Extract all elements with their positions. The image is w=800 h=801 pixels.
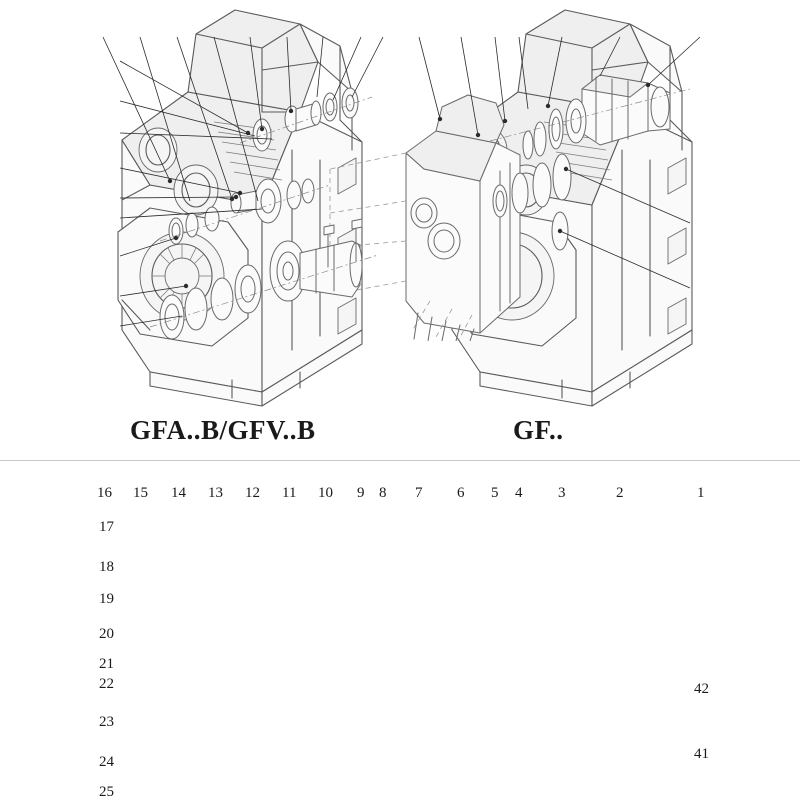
callout-number-42: 42 (694, 681, 709, 697)
callout-number-18: 18 (99, 559, 114, 575)
callout-number-6: 6 (457, 485, 465, 501)
caption-gfab-gfvb: GFA..B/GFV..B (130, 415, 316, 445)
callout-number-3: 3 (558, 485, 566, 501)
callout-number-15: 15 (133, 485, 148, 501)
motor-adapter-part (566, 75, 670, 145)
callout-number-21: 21 (99, 656, 114, 672)
callout-number-7: 7 (415, 485, 423, 501)
callout-number-8: 8 (379, 485, 387, 501)
callout-number-23: 23 (99, 714, 114, 730)
exploded-view-section (0, 460, 800, 801)
callout-number-13: 13 (208, 485, 223, 501)
callout-number-22: 22 (99, 676, 114, 692)
callout-number-4: 4 (515, 485, 523, 501)
callout-number-12: 12 (245, 485, 260, 501)
shaft-gear-cluster-lower (150, 241, 378, 339)
shaft-gear-cluster-upper (240, 88, 372, 151)
callout-number-9: 9 (357, 485, 365, 501)
callout-number-5: 5 (491, 485, 499, 501)
callout-number-2: 2 (616, 485, 624, 501)
callout-number-17: 17 (99, 519, 114, 535)
shaft-gear-cluster-middle (160, 179, 330, 244)
callout-number-11: 11 (282, 485, 297, 501)
callout-number-14: 14 (171, 485, 186, 501)
callout-number-16: 16 (97, 485, 112, 501)
callout-number-19: 19 (99, 591, 114, 607)
callout-number-1: 1 (697, 485, 705, 501)
callout-number-10: 10 (318, 485, 333, 501)
callout-number-41: 41 (694, 746, 709, 762)
caption-gf: GF.. (513, 415, 564, 445)
callout-number-25: 25 (99, 784, 114, 800)
exploded-parts-drawing (0, 1, 800, 341)
callout-number-24: 24 (99, 754, 114, 770)
callout-number-20: 20 (99, 626, 114, 642)
